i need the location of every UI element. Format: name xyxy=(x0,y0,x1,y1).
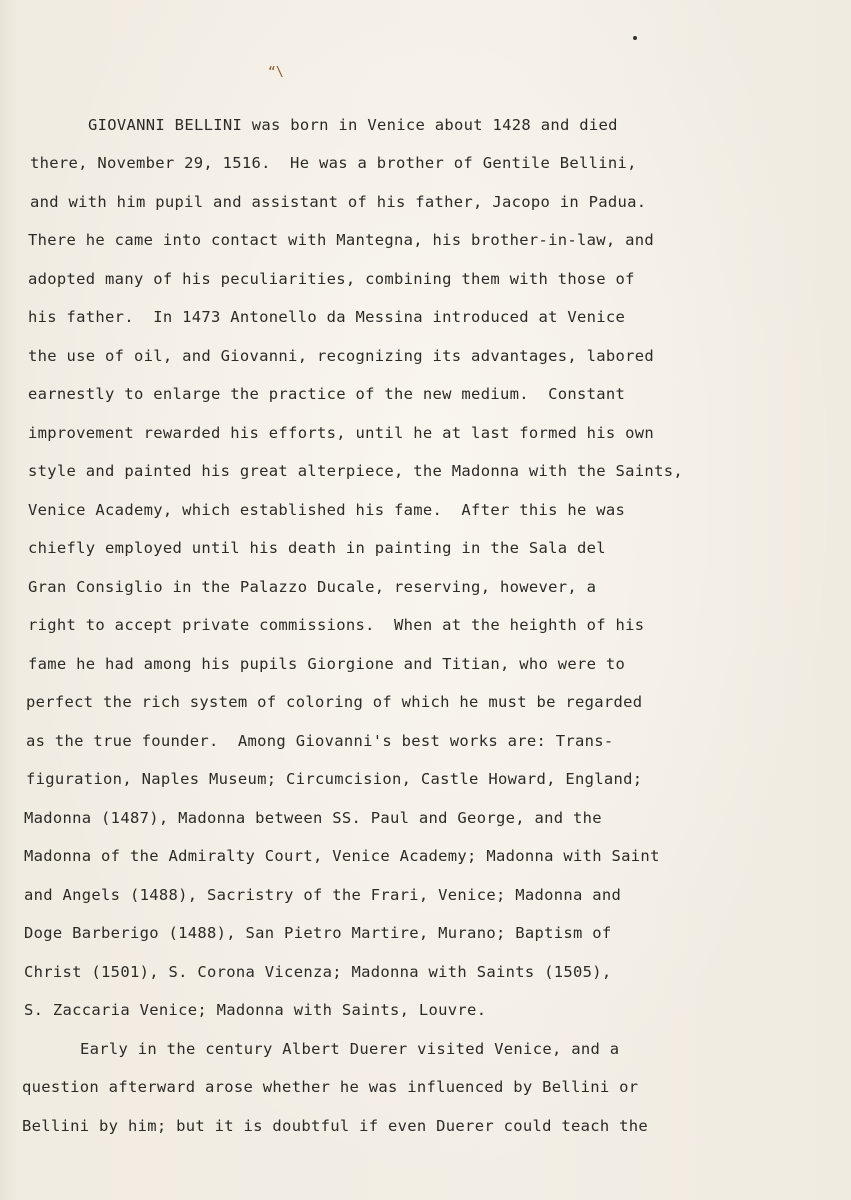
text-line: Bellini by him; but it is doubtful if even Duerer could teach the xyxy=(22,1117,649,1135)
text-line: Madonna (1487), Madonna between SS. Paul and George, and the xyxy=(24,809,602,827)
text-line: Gran Consiglio in the Palazzo Ducale, reserving, however, a xyxy=(28,578,597,596)
text-line: style and painted his great alterpiece, the Madonna with the Saints, xyxy=(28,462,683,480)
text-line: Doge Barberigo (1488), San Pietro Martire, Murano; Baptism of xyxy=(24,924,612,942)
text-line: GIOVANNI BELLINI was born in Venice about 1428 and died xyxy=(88,116,618,134)
text-line: improvement rewarded his efforts, until he at last formed his own xyxy=(28,424,655,442)
text-line: earnestly to enlarge the practice of the new medium. Constant xyxy=(28,385,626,403)
text-line: there, November 29, 1516. He was a brother of Gentile Bellini, xyxy=(30,154,637,172)
text-line: perfect the rich system of coloring of which he must be regarded xyxy=(26,693,643,711)
text-line: figuration, Naples Museum; Circumcision, Castle Howard, England; xyxy=(26,770,643,788)
ink-spot xyxy=(633,36,637,40)
text-line: There he came into contact with Mantegna, his brother-in-law, and xyxy=(28,231,655,249)
text-line: Early in the century Albert Duerer visited Venice, and a xyxy=(80,1040,620,1058)
text-line: and Angels (1488), Sacristry of the Frari, Venice; Madonna and xyxy=(24,886,622,904)
text-line: Venice Academy, which established his fame. After this he was xyxy=(28,501,626,519)
text-line: his father. In 1473 Antonello da Messina introduced at Venice xyxy=(28,308,626,326)
text-line: Christ (1501), S. Corona Vicenza; Madonna with Saints (1505), xyxy=(24,963,612,981)
text-line: fame he had among his pupils Giorgione and Titian, who were to xyxy=(28,655,626,673)
text-line: the use of oil, and Giovanni, recognizing its advantages, labored xyxy=(28,347,655,365)
text-line: S. Zaccaria Venice; Madonna with Saints, Louvre. xyxy=(24,1001,487,1019)
text-line: as the true founder. Among Giovanni's best works are: Trans- xyxy=(26,732,614,750)
text-line: Madonna of the Admiralty Court, Venice Academy; Madonna with Saint xyxy=(24,847,660,865)
margin-mark: “\ xyxy=(268,65,284,80)
text-line: right to accept private commissions. When at the heighth of his xyxy=(28,616,645,634)
text-line: question afterward arose whether he was influenced by Bellini or xyxy=(22,1078,639,1096)
text-line: chiefly employed until his death in painting in the Sala del xyxy=(28,539,606,557)
text-line: and with him pupil and assistant of his father, Jacopo in Padua. xyxy=(30,193,647,211)
text-line: adopted many of his peculiarities, combining them with those of xyxy=(28,270,635,288)
